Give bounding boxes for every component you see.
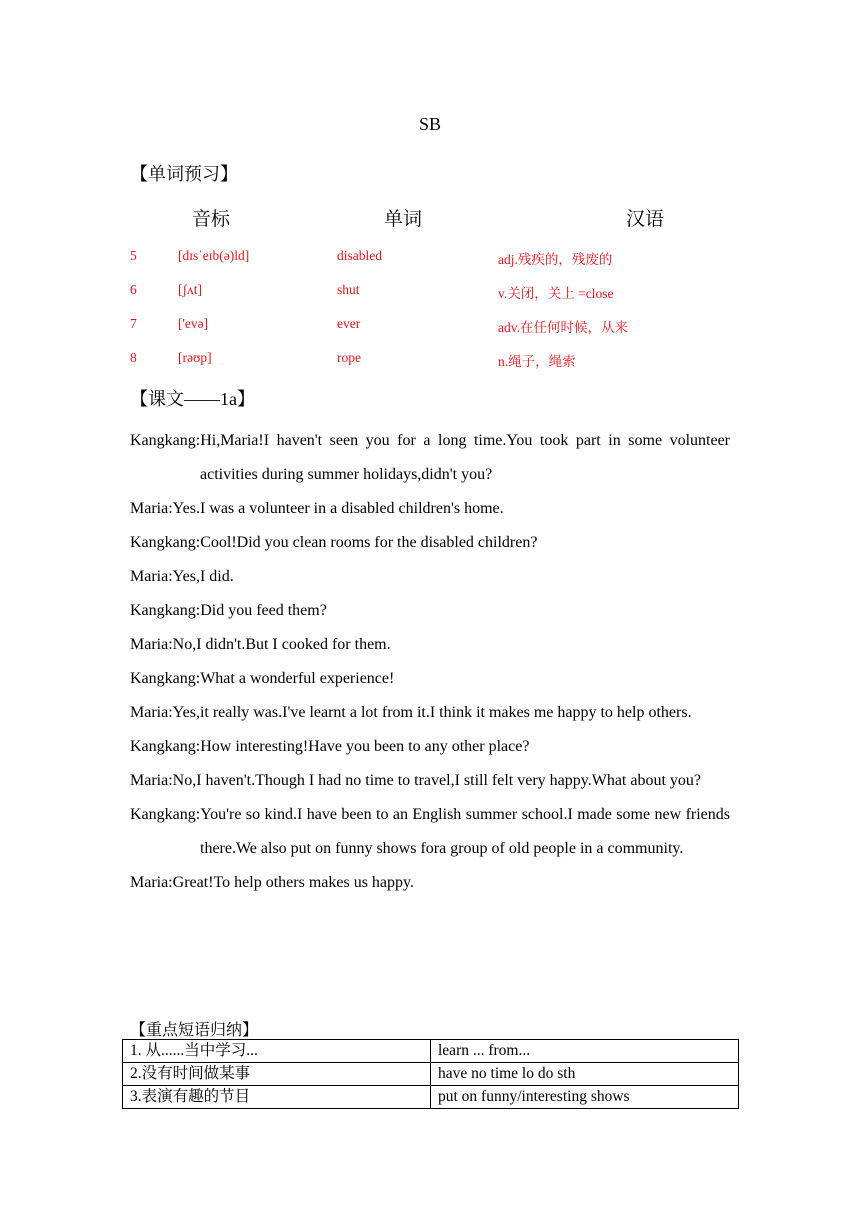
speaker-name: Kangkang: <box>130 738 201 755</box>
dialogue-line <box>130 798 730 866</box>
dialogue-text: Great!To help others makes us happy. <box>172 874 414 891</box>
speaker-name: Maria: <box>130 772 173 789</box>
dialogue-line <box>130 730 730 764</box>
speaker-name: Maria: <box>130 500 173 517</box>
vocab-number: 7 <box>130 316 137 331</box>
text-heading: 【课文——1a】 <box>130 389 255 409</box>
vocab-row <box>0 316 860 336</box>
vocab-phonetic: [ʃʌt] <box>178 282 202 297</box>
vocab-row <box>0 248 860 268</box>
dialogue-text: Did you feed them? <box>200 602 327 619</box>
vocab-word: disabled <box>337 248 382 263</box>
dialogue-line <box>130 764 730 798</box>
dialogue-line <box>130 492 730 526</box>
vocab-phonetic: [rəʊp] <box>178 350 212 365</box>
vocab-meaning: n.绳子，绳索 <box>498 354 576 369</box>
dialogue-line <box>130 662 730 696</box>
vocab-phonetic: ['evə] <box>178 316 209 331</box>
speaker-name: Maria: <box>130 636 173 653</box>
dialogue-line <box>130 560 730 594</box>
dialogue-text: Hi,Maria!I haven't seen you for a long time.You took part in some volunteer activities during summer holidays,didn't you? <box>200 432 730 483</box>
speaker-name: Maria: <box>130 568 173 585</box>
vocab-number: 5 <box>130 248 137 263</box>
table-row <box>123 1040 739 1063</box>
speaker-name: Maria: <box>130 874 173 891</box>
phrases-heading: 【重点短语归纳】 <box>130 1022 259 1039</box>
vocab-column-word: 单词 <box>384 209 423 230</box>
speaker-name: Kangkang: <box>130 806 201 823</box>
vocab-word: shut <box>337 282 360 297</box>
dialogue-text: You're so kind.I have been to an English summer school.I made some new friends there.We also put on funny shows fora group of old people in a community. <box>200 806 730 857</box>
phrase-english: have no time lo do sth <box>431 1063 739 1086</box>
dialogue-line <box>130 424 730 492</box>
dialogue-text: What a wonderful experience! <box>200 670 395 687</box>
dialogue-text: Yes,it really was.I've learnt a lot from it.I think it makes me happy to help others. <box>172 704 692 721</box>
vocab-column-chinese: 汉语 <box>626 209 665 230</box>
phrase-english: put on funny/interesting shows <box>431 1086 739 1109</box>
vocab-number: 6 <box>130 282 137 297</box>
table-row <box>123 1063 739 1086</box>
page-title: SB <box>418 114 442 134</box>
dialogue-line <box>130 526 730 560</box>
table-row <box>123 1086 739 1109</box>
dialogue-text: No,I haven't.Though I had no time to travel,I still felt very happy.What about you? <box>172 772 702 789</box>
phrase-chinese: 1. 从......当中学习... <box>123 1040 431 1063</box>
dialogue-text: Yes.I was a volunteer in a disabled children's home. <box>172 500 504 517</box>
vocab-word: rope <box>337 350 361 365</box>
dialogue-line <box>130 696 730 730</box>
dialogue-text: How interesting!Have you been to any other place? <box>200 738 530 755</box>
vocab-row <box>0 350 860 370</box>
speaker-name: Kangkang: <box>130 432 201 449</box>
vocab-meaning: adv.在任何时候，从来 <box>498 320 628 335</box>
dialogue-line <box>130 866 730 900</box>
dialogue-line <box>130 594 730 628</box>
vocab-phonetic: [dɪsˈeɪb(ə)ld] <box>178 248 250 263</box>
speaker-name: Kangkang: <box>130 534 201 551</box>
phrase-english: learn ... from... <box>431 1040 739 1063</box>
dialogue <box>130 424 730 900</box>
vocab-word: ever <box>337 316 361 331</box>
vocab-number: 8 <box>130 350 137 365</box>
vocab-meaning: adj.残疾的，残废的 <box>498 252 613 267</box>
speaker-name: Kangkang: <box>130 670 201 687</box>
phrase-chinese: 3.表演有趣的节目 <box>123 1086 431 1109</box>
speaker-name: Kangkang: <box>130 602 201 619</box>
vocab-row <box>0 282 860 302</box>
phrase-chinese: 2.没有时间做某事 <box>123 1063 431 1086</box>
phrases-table <box>122 1039 739 1109</box>
speaker-name: Maria: <box>130 704 173 721</box>
vocab-meaning: v.关闭，关上 =close <box>498 286 614 301</box>
dialogue-text: No,I didn't.But I cooked for them. <box>172 636 391 653</box>
dialogue-line <box>130 628 730 662</box>
dialogue-text: Cool!Did you clean rooms for the disabled children? <box>200 534 538 551</box>
dialogue-text: Yes,I did. <box>172 568 234 585</box>
vocab-column-phonetic: 音标 <box>192 209 231 230</box>
vocab-heading: 【单词预习】 <box>130 164 238 184</box>
